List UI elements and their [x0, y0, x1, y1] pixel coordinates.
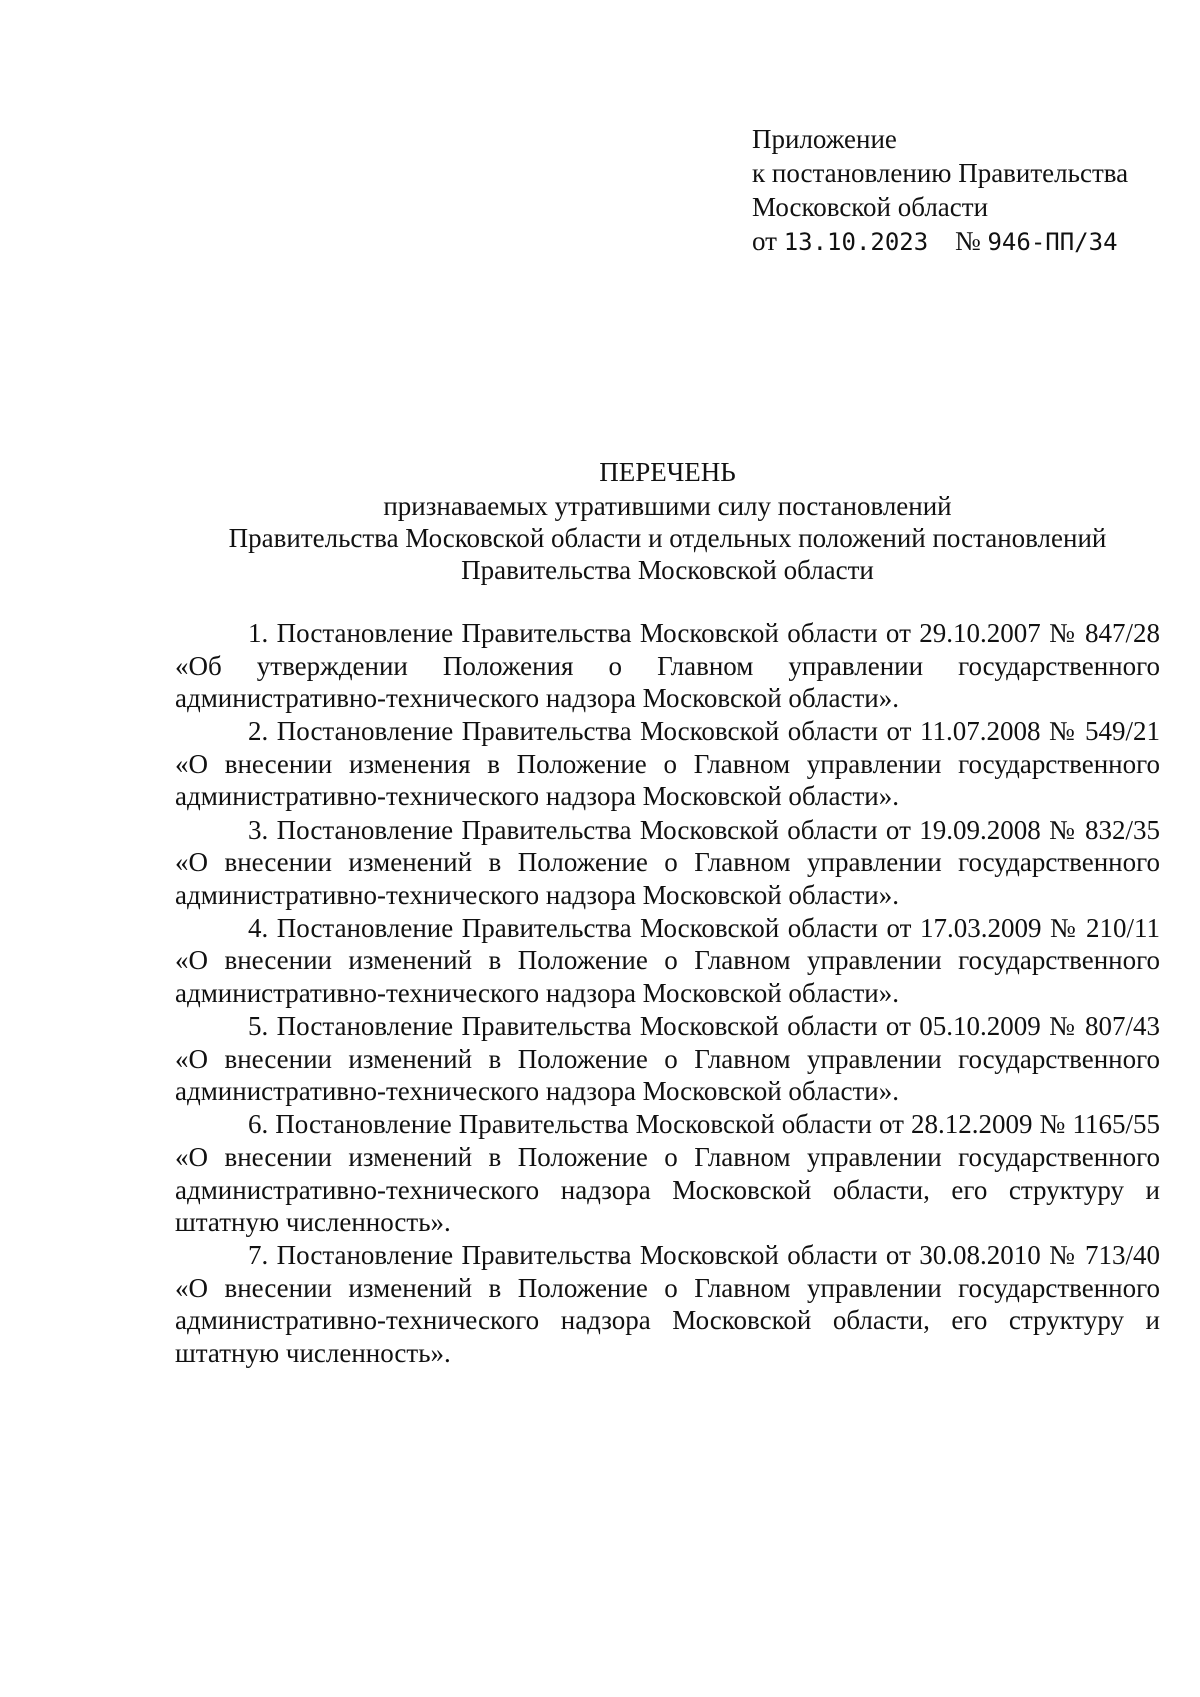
item-number: 6. [248, 1109, 269, 1140]
item-number: 7. [248, 1240, 269, 1271]
item-number: 4. [248, 912, 269, 943]
item-text: Постановление Правительства Московской области от 30.08.2010 № 713/40 «О внесении изменений в Положение о Главном управлении государственного административно-технического надзора Московской области, его структуру и штатную численность». [175, 1240, 1161, 1369]
list-item [175, 1010, 1160, 1108]
appendix-date-prefix: от [752, 226, 777, 256]
appendix-region: Московской области [752, 192, 989, 222]
list-item [175, 1108, 1160, 1238]
item-text: Постановление Правительства Московской области от 17.03.2009 № 210/11 «О внесении изменений в Положение о Главном управлении государственного административно-технического надзора Московской области». [175, 912, 1161, 1009]
title-line-1: признаваемых утратившими силу постановлений [383, 491, 952, 521]
list-item [175, 912, 1160, 1010]
list-item [175, 617, 1160, 715]
list-item [175, 814, 1160, 912]
appendix-reference: к постановлению Правительства [752, 158, 1129, 188]
list-item [175, 1239, 1160, 1369]
item-text: Постановление Правительства Московской области от 19.09.2008 № 832/35 «О внесении изменений в Положение о Главном управлении государственного административно-технического надзора Московской области». [175, 814, 1161, 910]
appendix-number-sign: № [954, 226, 981, 256]
appendix-date-line [752, 224, 1128, 259]
item-text: Постановление Правительства Московской области от 11.07.2008 № 549/21 «О внесении изменения в Положение о Главном управлении государственного административно-технического надзора Московской области». [175, 716, 1161, 812]
appendix-header [752, 122, 1128, 259]
item-number: 3. [248, 814, 269, 845]
item-text: Постановление Правительства Московской области от 29.10.2007 № 847/28 «Об утверждении Положения о Главном управлении государственного административно-технического надзора Московской области». [175, 618, 1161, 714]
list-item [175, 715, 1160, 813]
appendix-title: Приложение [752, 124, 897, 154]
item-number: 1. [248, 618, 269, 648]
title-line-3: Правительства Московской области [461, 555, 874, 585]
item-text: Постановление Правительства Московской области от 28.12.2009 № 1165/55 «О внесении изменений в Положение о Главном управлении государственного административно-технического надзора Московской области, его структуру и штатную численность». [175, 1109, 1161, 1238]
resolutions-list [175, 617, 1160, 1370]
item-number: 2. [248, 716, 269, 747]
appendix-number: 946-ПП/34 [987, 228, 1118, 256]
title-heading: ПЕРЕЧЕНЬ [599, 457, 736, 487]
appendix-date: 13.10.2023 [783, 228, 929, 256]
item-text: Постановление Правительства Московской области от 05.10.2009 № 807/43 «О внесении изменений в Положение о Главном управлении государственного административно-технического надзора Московской области». [175, 1011, 1161, 1107]
item-number: 5. [248, 1011, 269, 1042]
document-title [175, 456, 1160, 586]
title-line-2: Правительства Московской области и отдельных положений постановлений [228, 523, 1107, 553]
